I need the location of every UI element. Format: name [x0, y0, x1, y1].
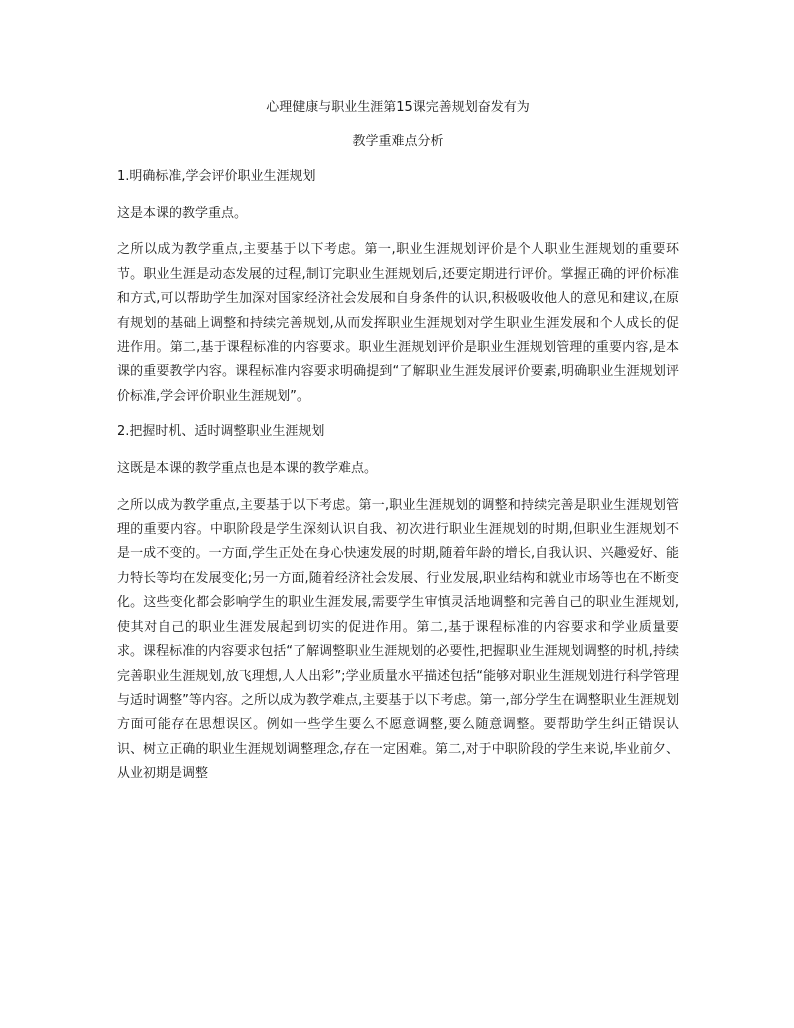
section-intro: 这既是本课的教学重点也是本课的教学难点。: [117, 461, 378, 477]
section-intro: 这是本课的教学重点。: [117, 206, 248, 221]
section-heading: 2.把握时机、适时调整职业生涯规划: [117, 424, 325, 440]
document-subtitle: 教学重难点分析: [352, 134, 444, 149]
document-body: [117, 96, 679, 787]
section-paragraph: 之所以成为教学重点,主要基于以下考虑。第一,职业生涯规划的调整和持续完善是职业生涯规划管理的重要内容。中职阶段是学生深刻认识自我、初次进行职业生涯规划的时期,但职业生涯规划不是一成不变的。一方面,学生正处在身心快速发展的时期,随着年龄的增长,自我认识、兴趣爱好、能力特长等均在发展变化;另一方面,随着经济社会发展、行业发展,职业结构和就业市场等也在不断变化。这些变化都会影响学生的职业生涯发展,需要学生审慎灵活地调整和完善自己的职业生涯规划,使其对自己的职业生涯发展起到切实的促进作用。第二,基于课程标准的内容要求和学业质量要求。课程标准的内容要求包括“了解调整职业生涯规划的必要性,把握职业生涯规划调整的时机,持续完善职业生涯规划,放飞理想,人人出彩”;学业质量水平描述包括“能够对职业生涯规划进行科学管理与适时调整”等内容。之所以成为教学难点,主要基于以下考虑。第一,部分学生在调整职业生涯规划方面可能存在思想误区。例如一些学生要么不愿意调整,要么随意调整。要帮助学生纠正错误认识、树立正确的职业生涯规划调整理念,存在一定困难。第二,对于中职阶段的学生来说,毕业前夕、从业初期是调整: [117, 497, 679, 782]
document-title: 心理健康与职业生涯第15课完善规划奋发有为: [266, 100, 530, 115]
section-heading: 1.明确标准,学会评价职业生涯规划: [117, 169, 316, 184]
section-2: [117, 420, 679, 786]
section-paragraph: 之所以成为教学重点,主要基于以下考虑。第一,职业生涯规划评价是个人职业生涯规划的重要环节。职业生涯是动态发展的过程,制订完职业生涯规划后,还要定期进行评价。掌握正确的评价标准和方式,可以帮助学生加深对国家经济社会发展和自身条件的认识,积极吸收他人的意见和建议,在原有规划的基础上调整和持续完善规划,从而发挥职业生涯规划对学生职业生涯发展和个人成长的促进作用。第二,基于课程标准的内容要求。职业生涯规划评价是职业生涯规划管理的重要内容,是本课的重要教学内容。课程标准内容要求明确提到“了解职业生涯发展评价要素,明确职业生涯规划评价标准,学会评价职业生涯规划”。: [117, 242, 679, 404]
section-1: [117, 165, 679, 409]
